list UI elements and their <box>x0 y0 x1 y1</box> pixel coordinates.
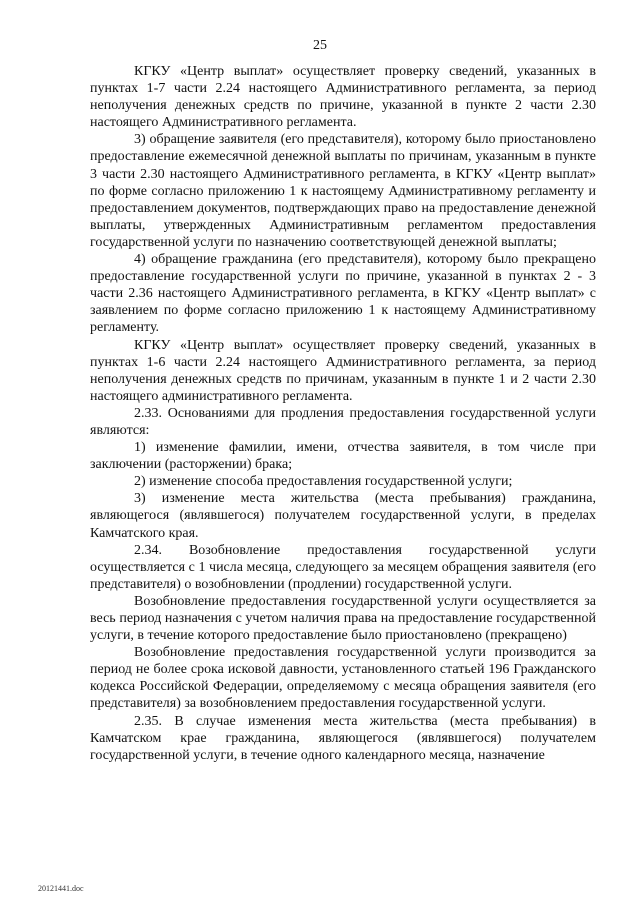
paragraph: 2.35. В случае изменения места жительства (места пребывания) в Камчатском крае гражданина, являющегося (являвшегося) получателем государственной услуги, в течение одного календарного месяца, назначение <box>90 713 596 763</box>
paragraph: КГКУ «Центр выплат» осуществляет проверку сведений, указанных в пунктах 1-7 части 2.24 настоящего Административного регламента, за период неполучения денежных средств по причине, указанной в пункте 2 части 2.30 настоящего Административного регламента. <box>90 64 596 131</box>
page-number: 25 <box>313 38 327 53</box>
paragraph: КГКУ «Центр выплат» осуществляет проверку сведений, указанных в пунктах 1-6 части 2.24 настоящего Административного регламента, за период неполучения денежных средств по причинам, указанным в пункте 1 и 2 части 2.30 настоящего административного регламента. <box>90 337 596 404</box>
paragraph: 2) изменение способа предоставления государственной услуги; <box>134 474 513 490</box>
paragraph: Возобновление предоставления государственной услуги осуществляется за весь период назначения с учетом наличия права на предоставление государственной услуги, в течение которого предоставление было приостановлено (прекращено) <box>90 593 596 644</box>
paragraph: Возобновление предоставления государственной услуги производится за период не более срока исковой давности, установленного статьей 196 Гражданского кодекса Российской Федерации, определяемому с месяца обращения заявителя (его представителя) за возобновлением предоставления государственной услуги. <box>90 645 596 712</box>
paragraph: 4) обращение гражданина (его представителя), которому было прекращено предоставление государственной услуги по причине, указанной в пунктах 2 - 3 части 2.36 настоящего Административного регламента, в КГКУ «Центр выплат» с заявлением по форме согласно приложению 1 к настоящему Административному регламенту. <box>90 252 596 336</box>
paragraph: 2.33. Основаниями для продления предоставления государственной услуги являются: <box>90 405 596 438</box>
body-text <box>90 63 596 764</box>
file-name-footer: 20121441.doc <box>38 884 84 893</box>
paragraph: 3) изменение места жительства (места пребывания) гражданина, являющегося (являвшегося) получателем государственной услуги, в пределах Камчатского края. <box>90 491 596 541</box>
paragraph: 1) изменение фамилии, имени, отчества заявителя, в том числе при заключении (расторжении) брака; <box>90 440 596 473</box>
paragraph: 3) обращение заявителя (его представителя), которому было приостановлено предоставление ежемесячной денежной выплаты по причинам, указанным в пункте 3 части 2.30 настоящего Административного регламента, в КГКУ «Центр выплат» по форме согласно приложению 1 к настоящему Административному регламенту и предоставлением документов, подтверждающих право на предоставление денежной выплаты, утвержденных Административным регламентом предоставления государственной услуги по назначению соответствующей денежной выплаты; <box>90 132 596 250</box>
paragraph: 2.34. Возобновление предоставления государственной услуги осуществляется с 1 числа месяца, следующего за месяцем обращения заявителя (его представителя) о возобновлении (продлении) государственной услуги. <box>90 542 596 592</box>
